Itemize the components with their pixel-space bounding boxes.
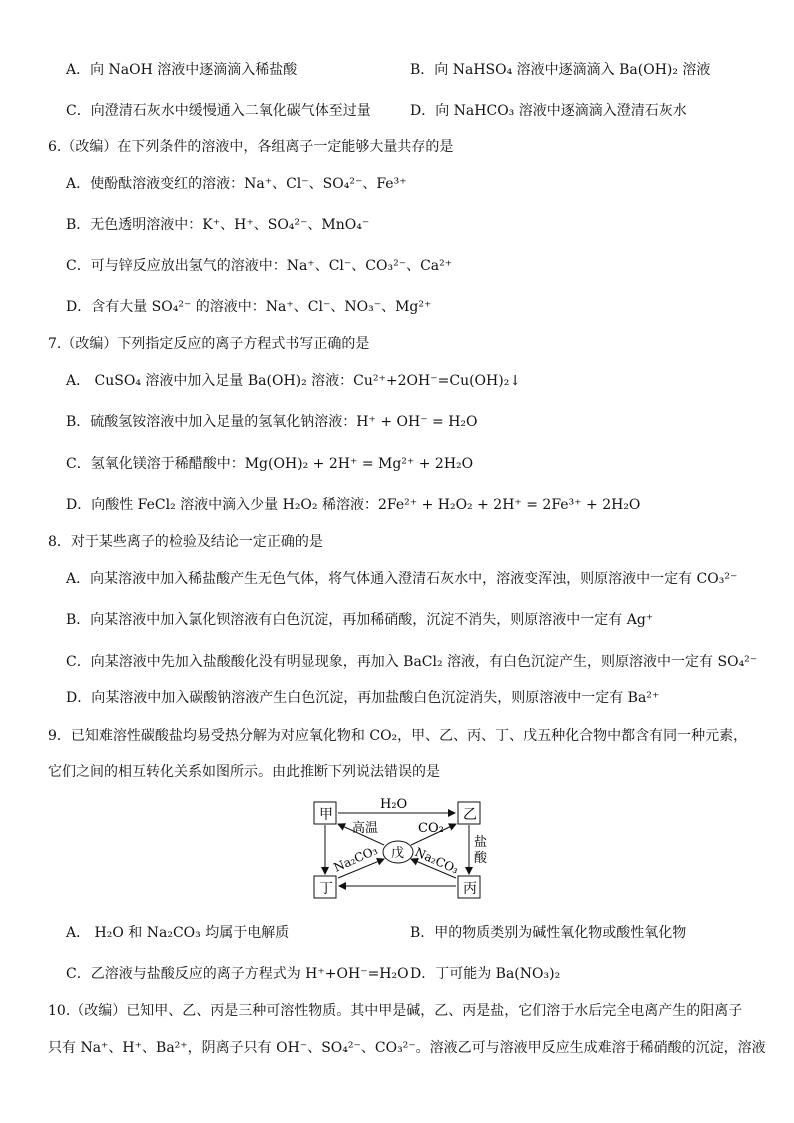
q8-stem: 8．对于某些离子的检验及结论一定正确的是	[48, 534, 323, 550]
q8-option-b: B．向某溶液中加入氯化钡溶液有白色沉淀，再加稀硝酸，沉淀不消失，则原溶液中一定有 Ag⁺	[66, 612, 654, 628]
q7-option-a: A． CuSO₄ 溶液中加入足量 Ba(OH)₂ 溶液：Cu²⁺+2OH⁻=Cu(OH)₂↓	[66, 373, 522, 389]
q7-option-b: B．硫酸氢铵溶液中加入足量的氢氧化钠溶液：H⁺ + OH⁻ = H₂O	[66, 414, 478, 430]
label-yansuan-1: 盐	[474, 835, 488, 850]
label-h2o: H₂O	[380, 797, 408, 812]
q10-line2: 只有 Na⁺、H⁺、Ba²⁺，阴离子只有 OH⁻、SO₄²⁻、CO₃²⁻。溶液乙可与溶液甲反应生成难溶于稀硝酸的沉淀，溶液	[48, 1040, 766, 1056]
label-na2co3-right: Na₂CO₃	[412, 844, 461, 877]
q5-option-c: C．向澄清石灰水中缓慢通入二氧化碳气体至过量	[66, 103, 371, 119]
node-jia: 甲	[319, 807, 333, 823]
q8-option-c: C．向某溶液中先加入盐酸酸化没有明显现象，再加入 BaCl₂ 溶液，有白色沉淀产生，则原溶液中一定有 SO₄²⁻	[66, 654, 758, 670]
q9-stem-line2: 它们之间的相互转化关系如图所示。由此推断下列说法错误的是	[48, 764, 440, 780]
q6-option-a: A．使酚酞溶液变红的溶液：Na⁺、Cl⁻、SO₄²⁻、Fe³⁺	[66, 176, 407, 192]
label-co2: CO₂	[418, 821, 444, 836]
q7-option-c: C．氢氧化镁溶于稀醋酸中：Mg(OH)₂ + 2H⁺ = Mg²⁺ + 2H₂O	[66, 456, 474, 472]
node-ding: 丁	[319, 881, 333, 897]
node-wu: 戊	[391, 846, 405, 861]
q9-option-c: C．乙溶液与盐酸反应的离子方程式为 H⁺+OH⁻=H₂O	[66, 966, 409, 982]
q7-stem: 7.（改编）下列指定反应的离子方程式书写正确的是	[48, 336, 370, 352]
q6-stem: 6.（改编）在下列条件的溶液中，各组离子一定能够大量共存的是	[48, 139, 454, 155]
q10-line1: 10.（改编）已知甲、乙、丙是三种可溶性物质。其中甲是碱，乙、丙是盐，它们溶于水后完全电离产生的阳离子	[48, 1003, 743, 1019]
label-gaowen: 高温	[352, 821, 379, 836]
q5-option-d: D．向 NaHCO₃ 溶液中逐滴滴入澄清石灰水	[410, 103, 687, 119]
q6-option-c: C．可与锌反应放出氢气的溶液中：Na⁺、Cl⁻、CO₃²⁻、Ca²⁺	[66, 258, 453, 274]
q7-option-d: D．向酸性 FeCl₂ 溶液中滴入少量 H₂O₂ 稀溶液：2Fe²⁺ + H₂O₂ + 2H⁺ = 2Fe³⁺ + 2H₂O	[66, 497, 641, 513]
q5-option-a: A．向 NaOH 溶液中逐滴滴入稀盐酸	[66, 62, 298, 78]
node-bing: 丙	[463, 881, 477, 897]
q9-option-b: B．甲的物质类别为碱性氧化物或酸性氧化物	[410, 925, 687, 941]
label-yansuan-2: 酸	[474, 851, 488, 866]
q9-option-d: D．丁可能为 Ba(NO₃)₂	[410, 966, 561, 982]
q6-option-d: D．含有大量 SO₄²⁻ 的溶液中：Na⁺、Cl⁻、NO₃⁻、Mg²⁺	[66, 299, 432, 315]
q9-stem-line1: 9．已知难溶性碳酸盐均易受热分解为对应氧化物和 CO₂，甲、乙、丙、丁、戊五种化合物中都含有同一种元素，	[48, 728, 748, 744]
q5-option-b: B．向 NaHSO₄ 溶液中逐滴滴入 Ba(OH)₂ 溶液	[410, 62, 711, 78]
q6-option-b: B．无色透明溶液中：K⁺、H⁺、SO₄²⁻、MnO₄⁻	[66, 217, 370, 233]
q8-option-a: A．向某溶液中加入稀盐酸产生无色气体，将气体通入澄清石灰水中，溶液变浑浊，则原溶液中一定有 CO₃²⁻	[66, 571, 738, 587]
q8-option-d: D．向某溶液中加入碳酸钠溶液产生白色沉淀，再加盐酸白色沉淀消失，则原溶液中一定有 Ba²⁺	[66, 690, 660, 706]
node-yi: 乙	[463, 807, 477, 823]
label-na2co3-left: Na₂CO₃	[331, 843, 380, 875]
q9-option-a: A． H₂O 和 Na₂CO₃ 均属于电解质	[66, 925, 290, 941]
